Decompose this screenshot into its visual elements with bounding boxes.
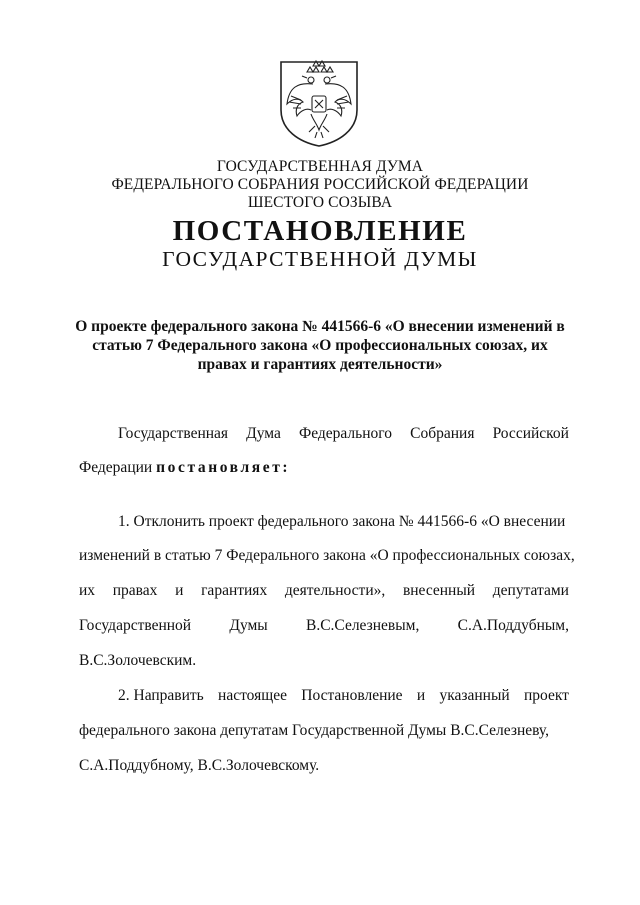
item1-line-2: изменений в статью 7 Федерального закона «О профессиональных союзах, (79, 547, 575, 564)
document-type-title: ПОСТАНОВЛЕНИЕ (172, 215, 468, 247)
item1-word: депутатами (492, 582, 569, 599)
document-issuer-title: ГОСУДАРСТВЕННОЙ ДУМЫ (162, 247, 478, 271)
header-line-1: ГОСУДАРСТВЕННАЯ ДУМА (216, 158, 424, 175)
item1-word: внесенный (402, 582, 476, 599)
document-subject (70, 317, 570, 374)
item2-word: настоящее (218, 687, 287, 704)
coat-of-arms-emblem (277, 58, 361, 148)
item1-word: В.С.Селезневым, (305, 617, 420, 634)
item1-word: Государственной (79, 617, 192, 634)
item2-line-2: федерального закона депутатам Государственной Думы В.С.Селезневу, (79, 722, 550, 739)
item2-word: проект (523, 687, 569, 704)
header-line-3: ШЕСТОГО СОЗЫВА (247, 194, 393, 211)
item2-word: Постановление (301, 687, 403, 704)
item1-line-4 (79, 616, 569, 636)
item1-line-5: В.С.Золочевским. (79, 652, 197, 669)
item1-word: Думы (229, 617, 268, 634)
preamble-line-2 (79, 458, 569, 478)
item2-line-1 (118, 686, 569, 706)
issuer-header (0, 158, 640, 212)
resolution-verb: постановляет: (156, 459, 291, 476)
item1-word: правах (112, 582, 158, 599)
header-line-2: ФЕДЕРАЛЬНОГО СОБРАНИЯ РОССИЙСКОЙ ФЕДЕРАЦИИ (111, 176, 529, 193)
item2-line-3: С.А.Поддубному, В.С.Золочевскому. (79, 757, 320, 774)
item2-word: и (416, 687, 426, 704)
subject-line-2: статью 7 Федерального закона «О профессиональных союзах, их (92, 337, 548, 354)
subject-line-3: правах и гарантиях деятельности» (197, 356, 443, 373)
item1-word: С.А.Поддубным, (457, 617, 569, 634)
preamble-prefix: Федерации (79, 459, 153, 476)
item1-word: их (79, 582, 96, 599)
item1-word: и (175, 582, 184, 599)
item1-word: деятельности», (284, 582, 386, 599)
preamble-word: Федерального (298, 425, 393, 442)
item1-line-3 (79, 581, 569, 601)
preamble-word: Дума (246, 425, 281, 442)
item2-word: 2. Направить (118, 687, 204, 704)
preamble-line-1 (118, 424, 569, 444)
preamble-word: Государственная (118, 425, 229, 442)
item1-word: гарантиях (201, 582, 268, 599)
item1-line-1: 1. Отклонить проект федерального закона № 441566-6 «О внесении (118, 513, 566, 530)
subject-line-1: О проекте федерального закона № 441566-6 «О внесении изменений в (75, 318, 565, 335)
preamble-word: Собрания (410, 425, 475, 442)
preamble-word: Российской (492, 425, 569, 442)
item2-word: указанный (439, 687, 510, 704)
